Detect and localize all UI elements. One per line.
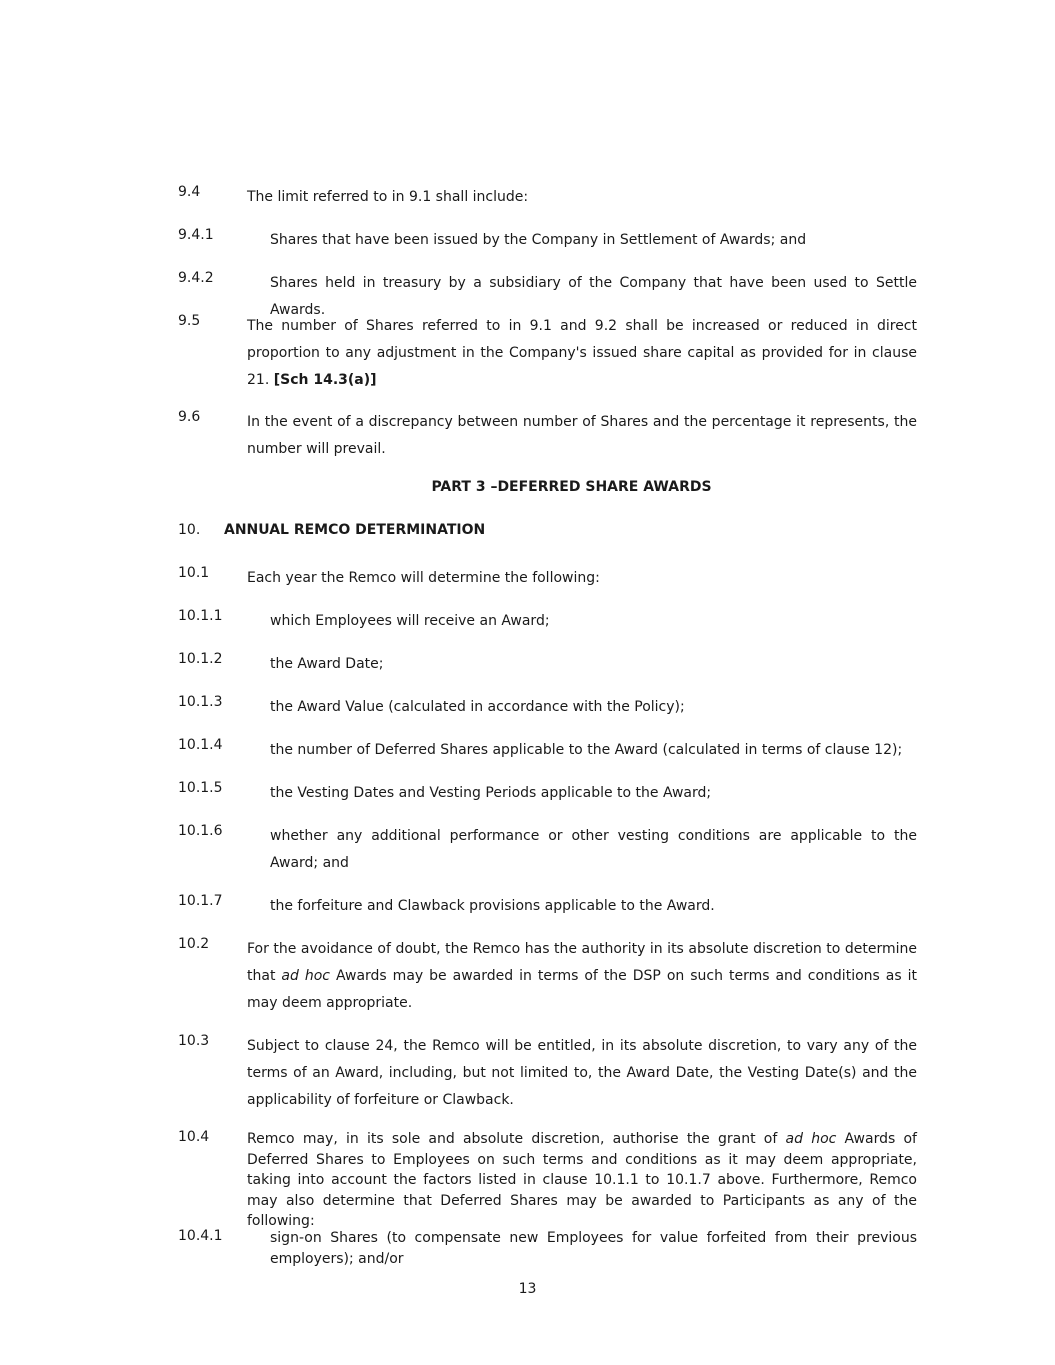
- clause-number: 10.4.1: [178, 1228, 223, 1244]
- clause-text: the Vesting Dates and Vesting Periods applicable to the Award;: [270, 785, 712, 801]
- clause-number: 9.4.2: [178, 270, 214, 286]
- clause-text: [247, 1129, 917, 1232]
- clause-body: The number of Shares referred to in 9.1 and 9.2 shall be increased or reduced in direct proportion to any adjustment in the Company's issued share capital as provided for in clause 21.: [247, 318, 917, 388]
- clause-text: The limit referred to in 9.1 shall include:: [247, 189, 529, 205]
- clause-text: [247, 313, 917, 394]
- clause-number: 10.1.1: [178, 608, 223, 624]
- clause-number: 10.1.7: [178, 893, 223, 909]
- clause-number: 9.5: [178, 313, 201, 329]
- clause-number: 9.6: [178, 409, 201, 425]
- clause-number: 10.1.6: [178, 823, 223, 839]
- clause-text: Shares held in treasury by a subsidiary of the Company that have been used to Settle Awards.: [270, 275, 917, 318]
- clause-body-a: For the avoidance of doubt, the Remco has the authority in its absolute discretion to determine that: [247, 941, 917, 984]
- italic-term: ad hoc: [281, 968, 330, 984]
- clause-number: 10.4: [178, 1129, 210, 1145]
- clause-text: the Award Date;: [270, 656, 384, 672]
- section-number: 10.: [178, 522, 201, 538]
- clause-text: Shares that have been issued by the Company in Settlement of Awards; and: [270, 232, 807, 248]
- clause-body-b: Awards of Deferred Shares to Employees on such terms and conditions as it may deem appropriate, taking into account the factors listed in clause 10.1.1 to 10.1.7 above. Furthermore, Remco may also determine that Deferred Shares may be awarded to Participants as any of the following:: [247, 1131, 917, 1229]
- clause-number: 10.1.2: [178, 651, 223, 667]
- page-number: 13: [518, 1281, 537, 1297]
- clause-number: 9.4: [178, 184, 201, 200]
- clause-body-b: Awards may be awarded in terms of the DSP on such terms and conditions as it may deem appropriate.: [247, 968, 918, 1011]
- clause-number: 10.3: [178, 1033, 210, 1049]
- clause-text: the forfeiture and Clawback provisions applicable to the Award.: [270, 898, 715, 914]
- italic-term: ad hoc: [785, 1131, 837, 1147]
- clause-number: 10.1.3: [178, 694, 223, 710]
- part-heading: PART 3 –DEFERRED SHARE AWARDS: [431, 479, 712, 495]
- clause-number: 10.1.4: [178, 737, 223, 753]
- clause-body-a: Remco may, in its sole and absolute discretion, authorise the grant of: [247, 1131, 778, 1147]
- clause-text: In the event of a discrepancy between number of Shares and the percentage it represents, the number will prevail.: [247, 414, 917, 457]
- clause-number: 10.1: [178, 565, 210, 581]
- clause-text: the number of Deferred Shares applicable to the Award (calculated in terms of clause 12);: [270, 742, 903, 758]
- clause-text: sign-on Shares (to compensate new Employees for value forfeited from their previous employers); and/or: [270, 1230, 917, 1267]
- schedule-reference: [Sch 14.3(a)]: [273, 372, 377, 388]
- clause-text: the Award Value (calculated in accordance with the Policy);: [270, 699, 685, 715]
- clause-number: 9.4.1: [178, 227, 214, 243]
- clause-number: 10.2: [178, 936, 210, 952]
- section-title: ANNUAL REMCO DETERMINATION: [224, 522, 486, 538]
- clause-text: Each year the Remco will determine the following:: [247, 570, 600, 586]
- clause-text: Subject to clause 24, the Remco will be entitled, in its absolute discretion, to vary any of the terms of an Award, including, but not limited to, the Award Date, the Vesting Date(s) and the applicability of forfeiture or Clawback.: [247, 1038, 917, 1108]
- clause-text: [247, 936, 917, 1017]
- clause-text: which Employees will receive an Award;: [270, 613, 550, 629]
- clause-number: 10.1.5: [178, 780, 223, 796]
- clause-text: whether any additional performance or other vesting conditions are applicable to the Award; and: [270, 828, 917, 871]
